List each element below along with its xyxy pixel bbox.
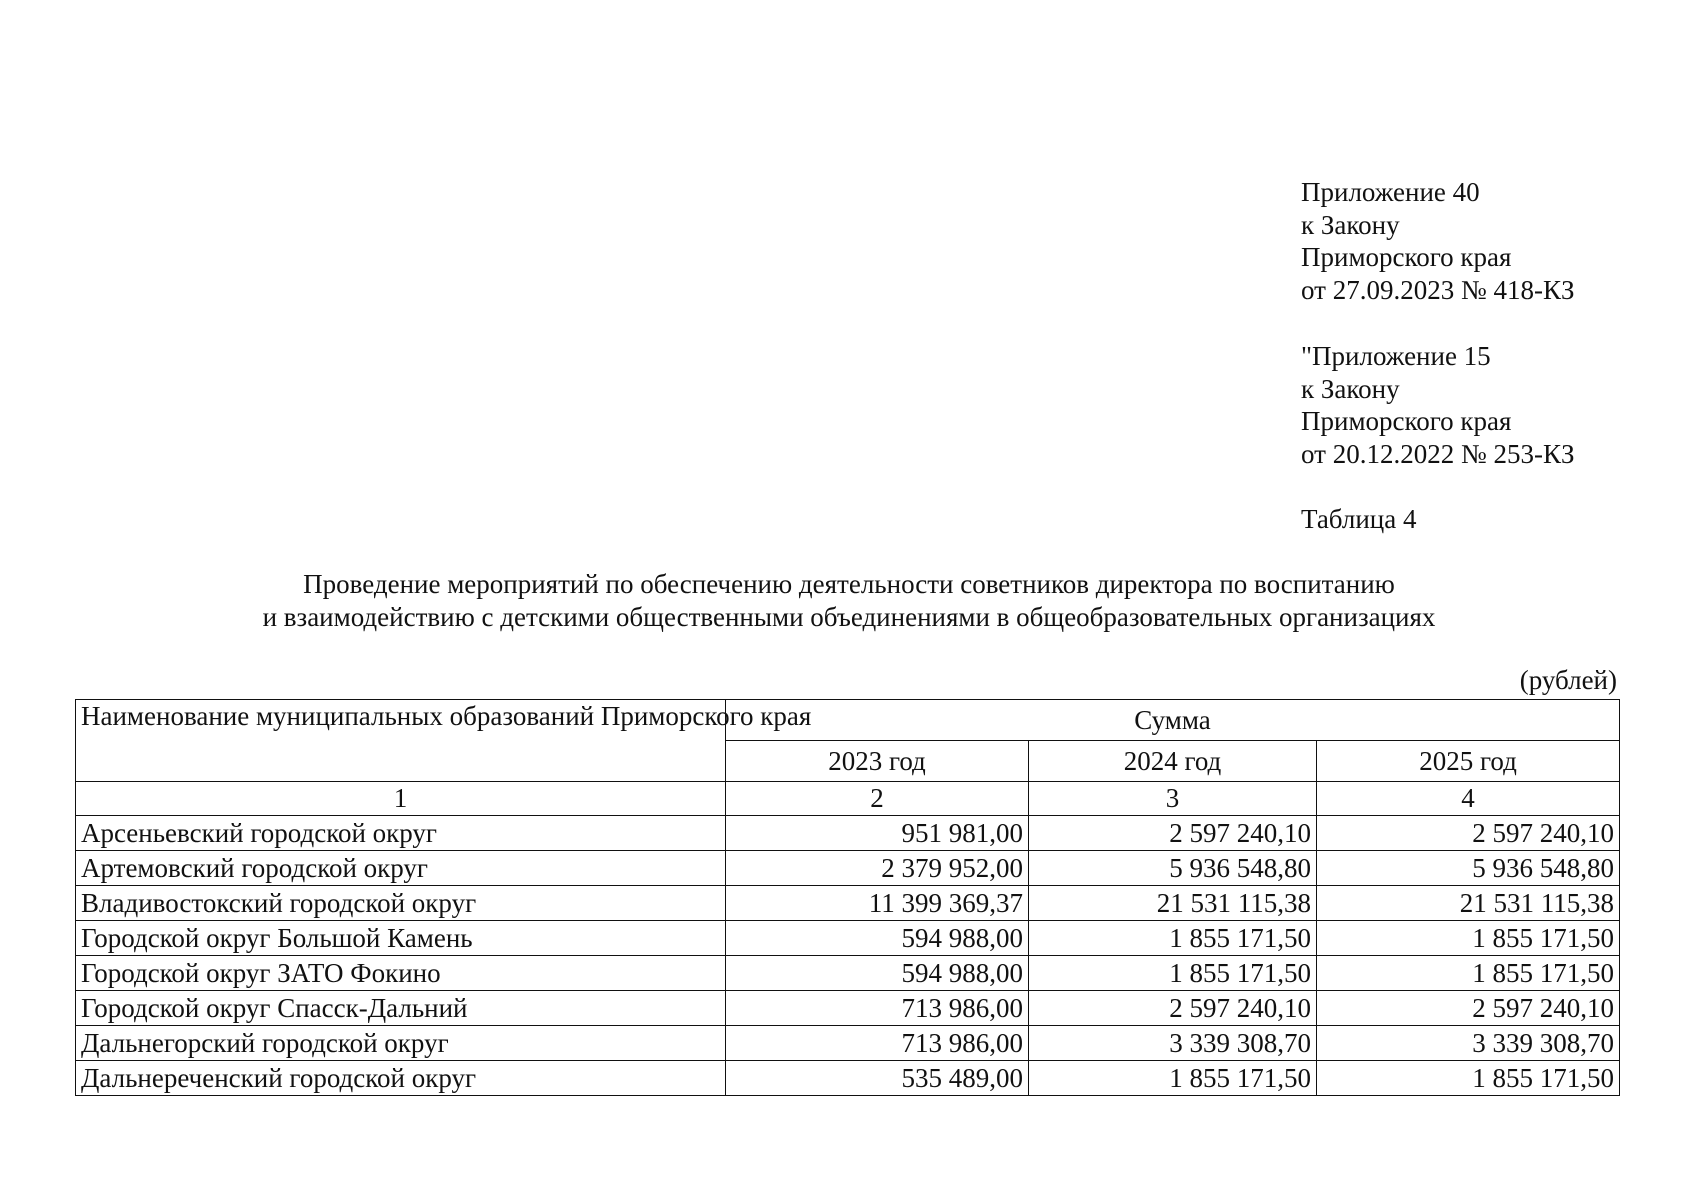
amount-2024-cell: 5 936 548,80 [1029, 851, 1317, 886]
amount-2025-cell: 1 855 171,50 [1317, 956, 1620, 991]
amount-2023-cell: 594 988,00 [726, 956, 1029, 991]
header-year-2025: 2025 год [1317, 741, 1620, 782]
amount-2025-cell: 2 597 240,10 [1317, 991, 1620, 1026]
amount-2025-cell: 21 531 115,38 [1317, 886, 1620, 921]
municipality-name-cell: Владивостокский городской округ [76, 886, 726, 921]
amount-2025-cell: 3 339 308,70 [1317, 1026, 1620, 1061]
column-number: 1 [76, 782, 726, 816]
table-row [76, 921, 1620, 956]
municipality-name-cell: Дальнегорский городской округ [76, 1026, 726, 1061]
appendix-line: к Закону [1301, 209, 1400, 240]
amount-2024-cell: 2 597 240,10 [1029, 991, 1317, 1026]
appendix-40-block [1301, 176, 1574, 306]
amount-2023-cell: 951 981,00 [726, 816, 1029, 851]
amount-2024-cell: 1 855 171,50 [1029, 956, 1317, 991]
appendix-line: Приморского края [1301, 406, 1512, 436]
municipality-name-cell: Городской округ ЗАТО Фокино [76, 956, 726, 991]
amount-2024-cell: 3 339 308,70 [1029, 1026, 1317, 1061]
column-number: 3 [1029, 782, 1317, 816]
amount-2023-cell: 594 988,00 [726, 921, 1029, 956]
amount-2025-cell: 1 855 171,50 [1317, 1061, 1620, 1096]
header-year-2024: 2024 год [1029, 741, 1317, 782]
amount-2024-cell: 1 855 171,50 [1029, 1061, 1317, 1096]
title-line: и взаимодействию с детскими общественными объединениями в общеобразовательных организациях [262, 602, 1436, 632]
appendix-line: от 20.12.2022 № 253-КЗ [1301, 438, 1575, 469]
amount-2023-cell: 713 986,00 [726, 991, 1029, 1026]
header-municipality: Наименование муниципальных образований Приморского края [76, 700, 726, 782]
amount-2025-cell: 1 855 171,50 [1317, 921, 1620, 956]
currency-unit-label: (рублей) [1519, 665, 1617, 695]
header-sum: Сумма [726, 700, 1620, 741]
amount-2024-cell: 2 597 240,10 [1029, 816, 1317, 851]
appendix-line: Приложение 40 [1301, 177, 1480, 207]
column-number-row [76, 782, 1620, 816]
table-row [76, 991, 1620, 1026]
table-row [76, 816, 1620, 851]
budget-table [75, 699, 1620, 1096]
municipality-name-cell: Артемовский городской округ [76, 851, 726, 886]
header-year-2023: 2023 год [726, 741, 1029, 782]
municipality-name-cell: Городской округ Спасск-Дальний [76, 991, 726, 1026]
column-number: 4 [1317, 782, 1620, 816]
appendix-line: от 27.09.2023 № 418-КЗ [1301, 274, 1575, 305]
amount-2025-cell: 2 597 240,10 [1317, 816, 1620, 851]
amount-2023-cell: 713 986,00 [726, 1026, 1029, 1061]
table-row [76, 886, 1620, 921]
table-row [76, 1026, 1620, 1061]
document-title [0, 568, 1698, 634]
municipality-name-cell: Городской округ Большой Камень [76, 921, 726, 956]
header-row-top [76, 700, 1620, 741]
table-row [76, 956, 1620, 991]
column-number: 2 [726, 782, 1029, 816]
appendix-15-block [1301, 340, 1574, 470]
amount-2024-cell: 21 531 115,38 [1029, 886, 1317, 921]
municipality-name-cell: Дальнереченский городской округ [76, 1061, 726, 1096]
appendix-line: "Приложение 15 [1301, 341, 1491, 371]
amount-2024-cell: 1 855 171,50 [1029, 921, 1317, 956]
amount-2025-cell: 5 936 548,80 [1317, 851, 1620, 886]
appendix-line: Приморского края [1301, 242, 1512, 272]
amount-2023-cell: 2 379 952,00 [726, 851, 1029, 886]
table-label: Таблица 4 [1301, 504, 1417, 534]
amount-2023-cell: 11 399 369,37 [726, 886, 1029, 921]
appendix-line: к Закону [1301, 373, 1400, 404]
table-row [76, 851, 1620, 886]
municipality-name-cell: Арсеньевский городской округ [76, 816, 726, 851]
amount-2023-cell: 535 489,00 [726, 1061, 1029, 1096]
title-line: Проведение мероприятий по обеспечению деятельности советников директора по воспитанию [303, 569, 1395, 599]
table-row [76, 1061, 1620, 1096]
